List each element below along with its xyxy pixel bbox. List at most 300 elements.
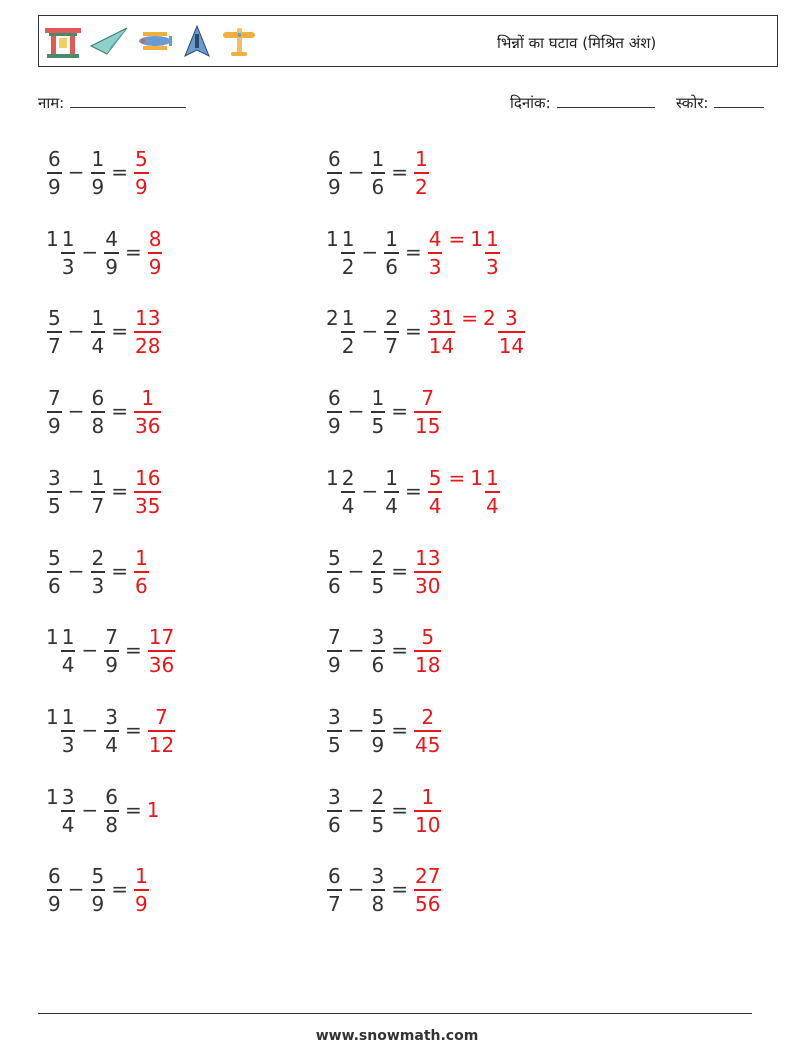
subtrahend xyxy=(103,625,120,675)
fraction xyxy=(104,707,119,755)
fraction xyxy=(428,468,443,516)
denominator: 9 xyxy=(105,652,118,677)
fraction xyxy=(414,866,441,914)
header-icons xyxy=(43,22,259,62)
denominator: 6 xyxy=(135,573,148,598)
denominator: 8 xyxy=(371,891,385,916)
minus-sign: − xyxy=(347,559,365,583)
subtrahend xyxy=(370,546,387,596)
answer xyxy=(133,546,150,596)
fraction xyxy=(134,866,149,914)
minuend xyxy=(46,227,76,277)
fraction xyxy=(91,548,106,596)
numerator: 5 xyxy=(135,147,148,172)
minus-sign: − xyxy=(81,718,99,742)
fraction xyxy=(327,388,342,436)
numerator: 1 xyxy=(485,466,499,491)
equals-sign: = xyxy=(404,479,422,503)
minuend xyxy=(46,147,63,197)
answer xyxy=(133,466,162,516)
numerator: 7 xyxy=(48,386,61,411)
equals-sign: = xyxy=(448,466,466,491)
answer-whole: 1 xyxy=(146,798,160,822)
minus-sign: − xyxy=(67,479,85,503)
subtrahend xyxy=(370,147,387,197)
denominator: 2 xyxy=(341,333,355,358)
minus-sign: − xyxy=(67,160,85,184)
equals-sign: = xyxy=(124,718,142,742)
numerator: 3 xyxy=(48,466,61,491)
fraction xyxy=(134,388,161,436)
minuend xyxy=(326,386,343,436)
subtrahend xyxy=(90,466,107,516)
fraction xyxy=(371,548,386,596)
fraction xyxy=(384,468,399,516)
name-label: नाम: xyxy=(38,94,65,112)
subtrahend xyxy=(90,864,107,914)
denominator: 9 xyxy=(328,174,341,199)
date-blank xyxy=(557,106,655,108)
answer xyxy=(133,147,150,197)
fraction xyxy=(428,229,443,277)
denominator: 5 xyxy=(371,812,385,837)
fraction xyxy=(341,468,356,516)
minus-sign: − xyxy=(81,638,99,662)
numerator: 1 xyxy=(91,306,105,331)
problem-item xyxy=(326,541,442,601)
footer-divider xyxy=(38,1013,752,1014)
minus-sign: − xyxy=(347,399,365,423)
fraction xyxy=(371,627,386,675)
denominator: 6 xyxy=(385,254,398,279)
answer xyxy=(133,864,150,914)
airplane-icon xyxy=(219,24,259,60)
denominator: 18 xyxy=(415,652,441,677)
numerator: 1 xyxy=(371,386,385,411)
fraction xyxy=(47,866,62,914)
answer xyxy=(413,546,442,596)
denominator: 9 xyxy=(48,413,61,438)
denominator: 6 xyxy=(371,174,385,199)
denominator: 4 xyxy=(105,732,118,757)
fraction xyxy=(91,388,106,436)
problem-item xyxy=(326,780,442,840)
denominator: 6 xyxy=(328,573,341,598)
numerator: 5 xyxy=(48,306,61,331)
equals-sign: = xyxy=(391,559,408,583)
equals-sign: = xyxy=(448,227,466,252)
numerator: 2 xyxy=(371,546,385,571)
fraction xyxy=(104,229,119,277)
numerator: 4 xyxy=(105,227,118,252)
fraction xyxy=(91,468,106,516)
numerator: 1 xyxy=(141,386,155,411)
numerator: 3 xyxy=(328,705,341,730)
problem-item xyxy=(326,620,442,680)
equals-sign: = xyxy=(391,638,408,662)
denominator: 4 xyxy=(341,493,355,518)
numerator: 31 xyxy=(428,306,455,331)
fraction xyxy=(327,787,342,835)
equals-sign: = xyxy=(111,319,128,343)
numerator: 2 xyxy=(91,546,105,571)
denominator: 3 xyxy=(61,254,75,279)
answer xyxy=(427,466,501,516)
fraction xyxy=(61,229,76,277)
numerator: 2 xyxy=(341,466,355,491)
numerator: 7 xyxy=(328,625,341,650)
denominator: 3 xyxy=(428,254,442,279)
numerator: 3 xyxy=(105,705,118,730)
whole-number: 2 xyxy=(326,306,339,331)
equals-sign: = xyxy=(391,798,408,822)
answer-fraction xyxy=(133,306,162,358)
denominator: 9 xyxy=(135,174,148,199)
problem-item xyxy=(46,301,162,361)
fraction xyxy=(61,707,76,755)
minuend xyxy=(46,466,63,516)
problem-item xyxy=(46,780,160,840)
equals-sign: = xyxy=(461,306,478,331)
denominator: 7 xyxy=(328,891,341,916)
score-blank xyxy=(714,106,764,108)
answer xyxy=(147,798,161,822)
fraction xyxy=(414,627,441,675)
numerator: 1 xyxy=(485,227,499,252)
subtrahend xyxy=(370,705,387,755)
minus-sign: − xyxy=(347,798,365,822)
numerator: 1 xyxy=(415,147,428,172)
equals-sign: = xyxy=(404,240,422,264)
subtrahend xyxy=(103,705,120,755)
minuend xyxy=(46,625,76,675)
subtrahend xyxy=(383,466,400,516)
fraction xyxy=(485,229,500,277)
fraction xyxy=(341,308,356,356)
minuend xyxy=(326,864,343,914)
problem-item xyxy=(46,461,162,521)
fraction xyxy=(498,308,525,356)
answer xyxy=(413,705,442,755)
numerator: 3 xyxy=(371,625,385,650)
denominator: 9 xyxy=(135,891,148,916)
answer-fraction xyxy=(147,625,176,677)
answer xyxy=(147,705,176,755)
fraction xyxy=(414,787,441,835)
problem-item xyxy=(46,700,176,760)
answer xyxy=(413,864,442,914)
subtrahend xyxy=(370,785,387,835)
numerator: 3 xyxy=(328,785,341,810)
whole-number: 1 xyxy=(326,227,339,252)
denominator: 3 xyxy=(485,254,499,279)
fraction xyxy=(134,308,161,356)
equals-sign: = xyxy=(124,638,142,662)
denominator: 6 xyxy=(48,573,61,598)
answer-fraction xyxy=(413,625,442,677)
problem-item xyxy=(326,222,501,282)
minus-sign: − xyxy=(361,240,379,264)
minuend xyxy=(46,386,63,436)
fraction xyxy=(371,866,386,914)
numerator: 1 xyxy=(135,864,148,889)
answer-fraction xyxy=(413,147,430,199)
numerator: 6 xyxy=(328,864,341,889)
fraction xyxy=(148,627,175,675)
numerator: 27 xyxy=(415,864,441,889)
denominator: 45 xyxy=(415,732,441,757)
answer-fraction xyxy=(413,386,442,438)
answer-fraction xyxy=(133,386,162,438)
denominator: 35 xyxy=(135,493,161,518)
answer-fraction xyxy=(427,306,456,358)
numerator: 6 xyxy=(91,386,105,411)
subtrahend xyxy=(103,785,120,835)
denominator: 4 xyxy=(91,333,105,358)
score-label: स्कोर: xyxy=(676,94,709,112)
numerator: 1 xyxy=(61,625,75,650)
denominator: 9 xyxy=(328,652,341,677)
fraction xyxy=(414,548,441,596)
minuend xyxy=(326,705,343,755)
name-blank xyxy=(70,106,186,108)
minuend xyxy=(46,785,76,835)
answer-fraction xyxy=(147,227,164,279)
minuend xyxy=(326,466,356,516)
minus-sign: − xyxy=(347,160,365,184)
answer xyxy=(133,306,162,356)
whole-number: 1 xyxy=(46,785,59,810)
minuend xyxy=(326,546,343,596)
name-field xyxy=(38,93,186,113)
answer-fraction xyxy=(427,227,444,279)
fraction xyxy=(47,468,62,516)
fraction xyxy=(327,866,342,914)
fraction xyxy=(327,627,342,675)
denominator: 9 xyxy=(328,413,341,438)
date-label: दिनांक: xyxy=(510,94,551,112)
whole-number: 1 xyxy=(326,466,339,491)
fraction xyxy=(104,787,119,835)
fraction xyxy=(414,149,429,197)
denominator: 2 xyxy=(415,174,428,199)
fraction xyxy=(371,707,386,755)
paper-plane-icon xyxy=(89,24,129,60)
fraction xyxy=(327,149,342,197)
subtrahend xyxy=(370,386,387,436)
denominator: 4 xyxy=(61,812,75,837)
fraction xyxy=(61,627,76,675)
fraction xyxy=(371,787,386,835)
subtrahend xyxy=(90,546,107,596)
space-shuttle-icon xyxy=(181,24,213,60)
subtrahend xyxy=(103,227,120,277)
equals-sign: = xyxy=(111,479,128,503)
equals-sign: = xyxy=(124,240,142,264)
denominator: 6 xyxy=(371,652,385,677)
denominator: 9 xyxy=(48,174,61,199)
numerator: 13 xyxy=(415,546,441,571)
subtrahend xyxy=(383,227,400,277)
denominator: 9 xyxy=(91,174,105,199)
minuend xyxy=(46,705,76,755)
fraction xyxy=(327,548,342,596)
fraction xyxy=(341,229,356,277)
worksheet-title: भिन्नों का घटाव (मिश्रित अंश) xyxy=(497,34,657,52)
denominator: 10 xyxy=(415,812,441,837)
equals-sign: = xyxy=(111,399,128,423)
numerator: 7 xyxy=(155,705,168,730)
numerator: 1 xyxy=(341,227,355,252)
fraction xyxy=(91,308,106,356)
denominator: 8 xyxy=(91,413,105,438)
problem-item xyxy=(326,381,442,441)
problem-item xyxy=(46,381,162,441)
equals-sign: = xyxy=(111,877,128,901)
numerator: 7 xyxy=(105,625,118,650)
numerator: 5 xyxy=(48,546,61,571)
problem-item xyxy=(46,142,150,202)
minuend xyxy=(46,546,63,596)
whole-number: 1 xyxy=(470,227,483,252)
numerator: 2 xyxy=(385,306,398,331)
fraction xyxy=(134,548,149,596)
denominator: 2 xyxy=(341,254,355,279)
problem-item xyxy=(46,222,163,282)
fraction xyxy=(327,707,342,755)
minuend xyxy=(326,625,343,675)
whole-number: 1 xyxy=(46,227,59,252)
denominator: 4 xyxy=(485,493,499,518)
numerator: 5 xyxy=(421,625,435,650)
numerator: 13 xyxy=(135,306,161,331)
denominator: 14 xyxy=(428,333,455,358)
minuend xyxy=(326,785,343,835)
answer xyxy=(427,306,526,356)
answer xyxy=(413,147,430,197)
whole-number: 1 xyxy=(46,625,59,650)
denominator: 5 xyxy=(371,573,385,598)
answer xyxy=(147,625,176,675)
footer-url: www.snowmath.com xyxy=(315,1028,479,1044)
minus-sign: − xyxy=(361,479,379,503)
numerator: 16 xyxy=(135,466,161,491)
numerator: 1 xyxy=(61,227,75,252)
denominator: 7 xyxy=(385,333,398,358)
fraction xyxy=(371,149,386,197)
fraction xyxy=(148,229,163,277)
fraction xyxy=(485,468,500,516)
answer xyxy=(133,386,162,436)
minus-sign: − xyxy=(67,319,85,343)
problem-item xyxy=(46,859,150,919)
answer-fraction xyxy=(147,705,176,757)
minus-sign: − xyxy=(81,240,99,264)
denominator: 36 xyxy=(148,652,175,677)
whole-number: 1 xyxy=(46,705,59,730)
subtrahend xyxy=(370,625,387,675)
denominator: 3 xyxy=(91,573,105,598)
equals-sign: = xyxy=(391,160,408,184)
fraction xyxy=(91,866,106,914)
denominator: 6 xyxy=(328,812,341,837)
denominator: 56 xyxy=(415,891,441,916)
fraction xyxy=(414,707,441,755)
numerator: 1 xyxy=(421,785,435,810)
minus-sign: − xyxy=(347,877,365,901)
denominator: 4 xyxy=(428,493,442,518)
fraction xyxy=(61,787,76,835)
answer-fraction xyxy=(427,466,444,518)
fraction xyxy=(384,308,399,356)
fraction xyxy=(104,627,119,675)
answer-mixed-number xyxy=(482,306,526,358)
denominator: 12 xyxy=(148,732,175,757)
minus-sign: − xyxy=(67,559,85,583)
answer xyxy=(413,785,442,835)
numerator: 5 xyxy=(428,466,442,491)
problem-item xyxy=(326,461,501,521)
minuend xyxy=(46,306,63,356)
minuend xyxy=(326,306,356,356)
header-box xyxy=(38,15,778,67)
answer-fraction xyxy=(133,147,150,199)
subtrahend xyxy=(90,386,107,436)
denominator: 9 xyxy=(91,891,105,916)
numerator: 1 xyxy=(91,147,105,172)
problem-item xyxy=(326,700,442,760)
answer xyxy=(413,386,442,436)
problem-item xyxy=(326,301,526,361)
equals-sign: = xyxy=(391,877,408,901)
numerator: 1 xyxy=(341,306,355,331)
equals-sign: = xyxy=(124,798,142,822)
equals-sign: = xyxy=(111,160,128,184)
equals-sign: = xyxy=(404,319,422,343)
numerator: 6 xyxy=(48,864,61,889)
numerator: 4 xyxy=(428,227,442,252)
minus-sign: − xyxy=(67,877,85,901)
answer-fraction xyxy=(133,466,162,518)
torii-gate-icon xyxy=(43,24,83,60)
numerator: 5 xyxy=(371,705,385,730)
answer-fraction xyxy=(133,546,150,598)
numerator: 5 xyxy=(91,864,105,889)
minuend xyxy=(326,147,343,197)
problem-item xyxy=(46,541,150,601)
whole-number: 1 xyxy=(470,466,483,491)
fraction xyxy=(134,468,161,516)
fraction xyxy=(47,308,62,356)
answer-fraction xyxy=(413,785,442,837)
answer-fraction xyxy=(413,705,442,757)
minus-sign: − xyxy=(347,718,365,742)
numerator: 2 xyxy=(421,705,435,730)
score-field xyxy=(676,93,764,113)
fraction xyxy=(47,548,62,596)
denominator: 9 xyxy=(371,732,385,757)
date-field xyxy=(510,93,655,113)
denominator: 7 xyxy=(48,333,61,358)
numerator: 7 xyxy=(421,386,435,411)
denominator: 9 xyxy=(148,254,162,279)
numerator: 6 xyxy=(105,785,118,810)
answer xyxy=(147,227,164,277)
denominator: 5 xyxy=(48,493,61,518)
subtrahend xyxy=(90,306,107,356)
minus-sign: − xyxy=(81,798,99,822)
numerator: 1 xyxy=(385,227,398,252)
